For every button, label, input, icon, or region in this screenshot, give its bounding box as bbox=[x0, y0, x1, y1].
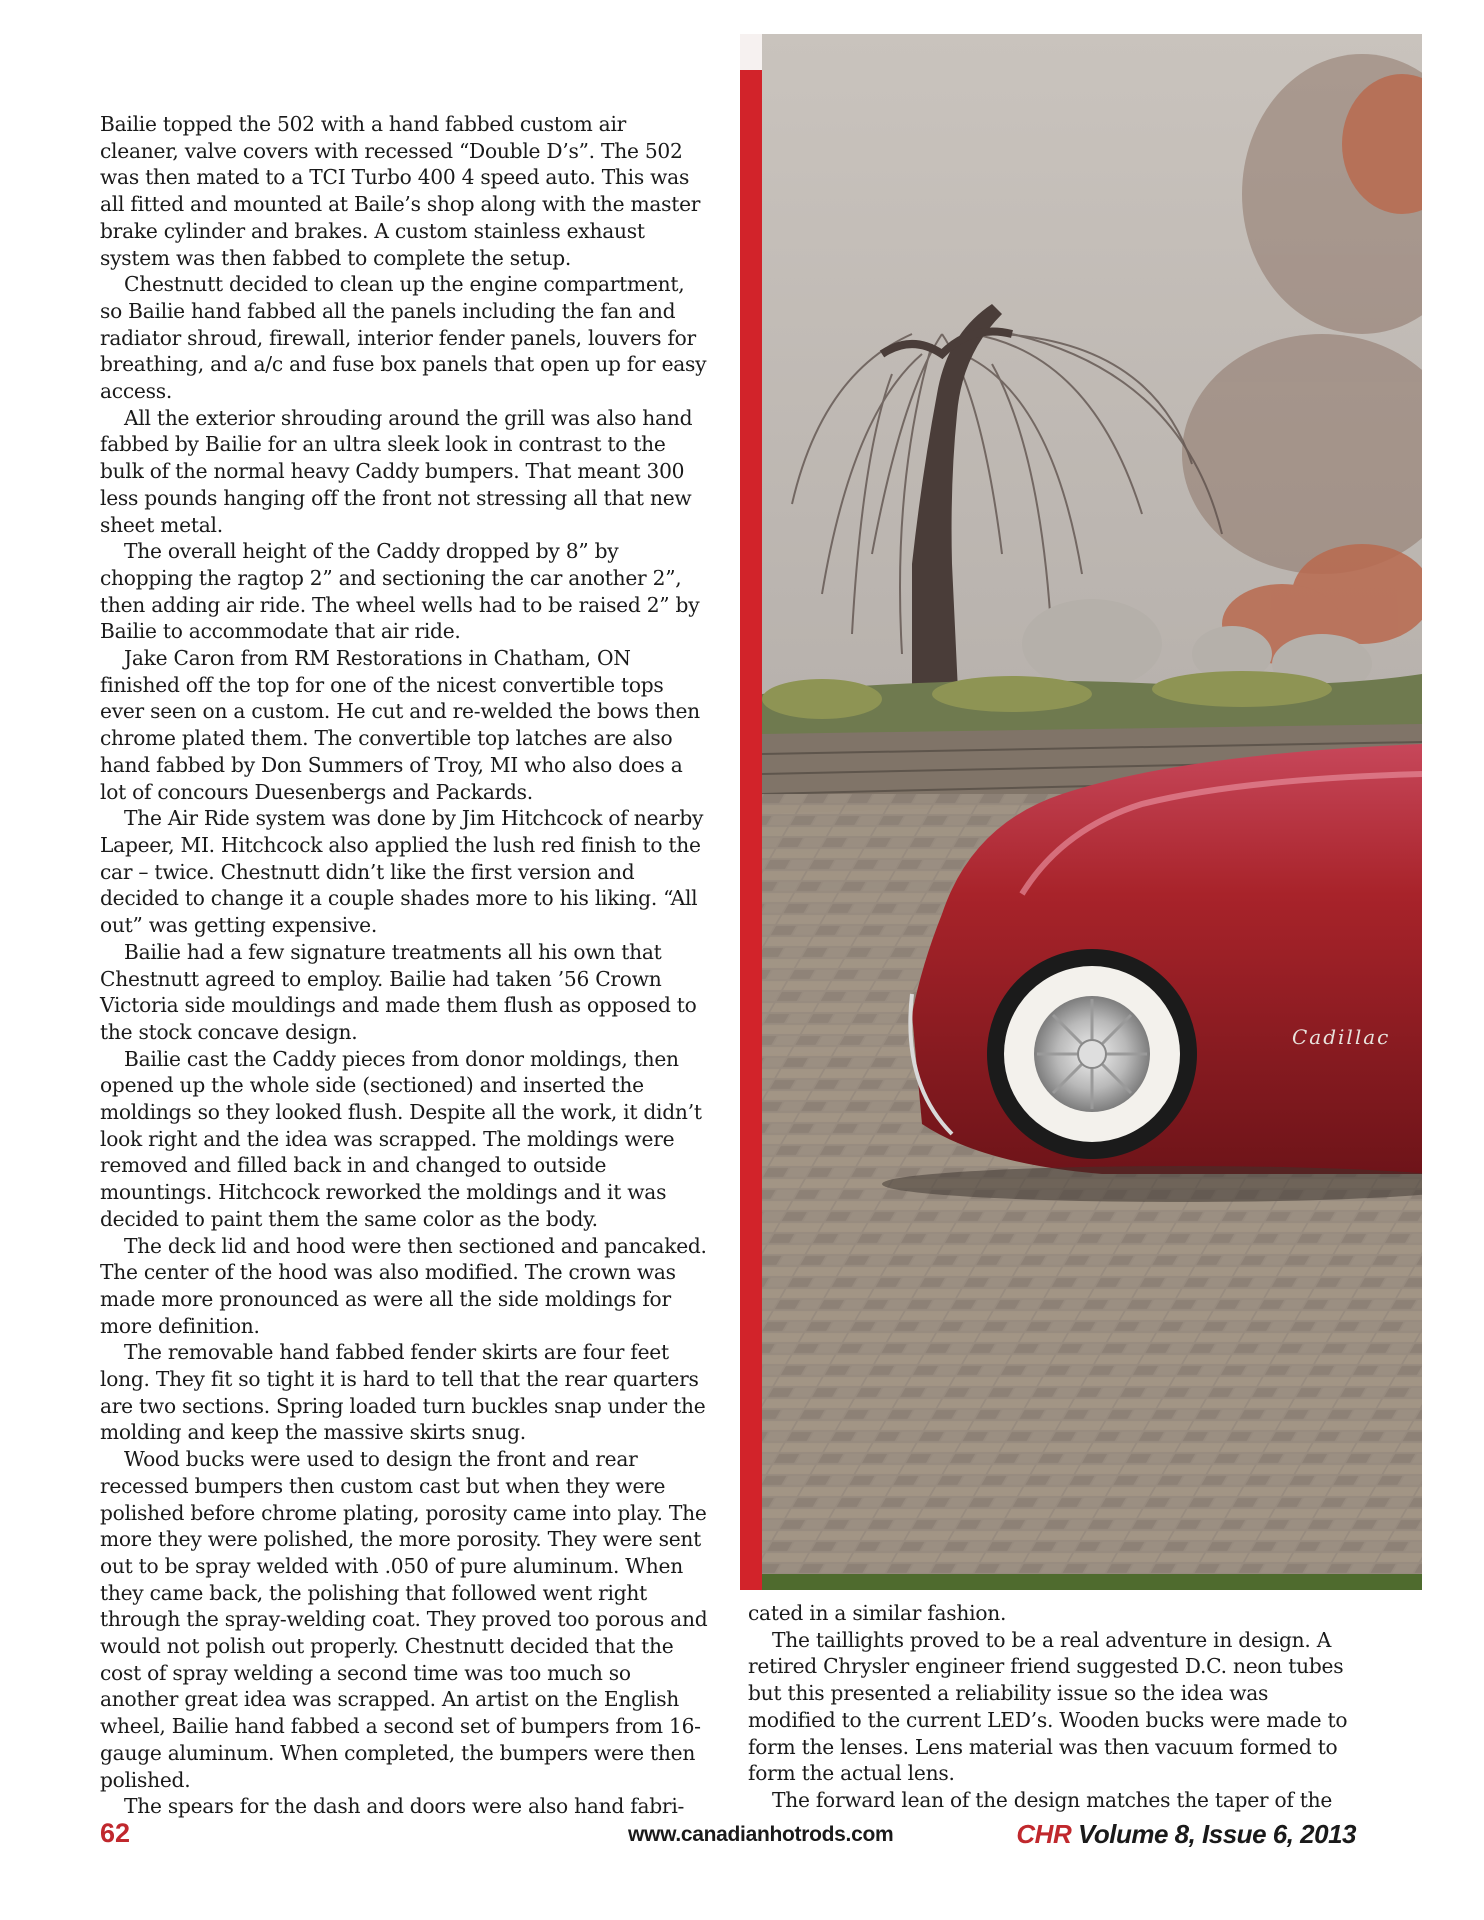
fender-script: Cadillac bbox=[1292, 1025, 1391, 1049]
paragraph: Jake Caron from RM Restorations in Chatham, ON finished off the top for one of the nicest convertible tops ever seen on a custom. He cut and re-welded the bows then chrome plated them. The convertible top latches are also hand fabbed by Don Summers of Troy, MI who also does a lot of concours Duesenbergs and Packards. bbox=[100, 646, 700, 804]
paragraph: All the exterior shrouding around the grill was also hand fabbed by Bailie for an ultra sleek look in contrast to the bulk of the normal heavy Caddy bumpers. That meant 300 less pounds hanging off the front not stressing all that new sheet metal. bbox=[100, 405, 693, 537]
paragraph: Bailie cast the Caddy pieces from donor moldings, then opened up the whole side (sectioned) and inserted the moldings so they looked flush. Despite all the work, it didn’t look right and the idea was scrapped. The moldings were removed and filled back in and changed to outside mountings. Hitchcock reworked the moldings and it was decided to paint them the same color as the body. bbox=[100, 1046, 702, 1231]
page-number: 62 bbox=[100, 1818, 131, 1848]
paragraph: Chestnutt decided to clean up the engine compartment, so Bailie hand fabbed all the panels including the fan and radiator shroud, firewall, interior fender panels, louvers for breathing, and a/c and fuse box panels that open up for easy access. bbox=[100, 272, 707, 404]
article-left-column bbox=[100, 111, 710, 1820]
paragraph: Bailie topped the 502 with a hand fabbed custom air cleaner, valve covers with recessed “Double D’s”. The 502 was then mated to a TCI Turbo 400 4 speed auto. This was all fitted and mounted at Baile’s shop along with the master brake cylinder and brakes. A custom stainless exhaust system was then fabbed to complete the setup. bbox=[100, 112, 701, 270]
paragraph: cated in a similar fashion. bbox=[748, 1601, 1007, 1625]
paragraph: Wood bucks were used to design the front and rear recessed bumpers then custom cast but when they were polished before chrome plating, porosity came into play. The more they were polished, the more porosity. They were sent out to be spray welded with .050 of pure aluminum. When they came back, the polishing that followed went right through the spray-welding coat. They proved too porous and would not polish out properly. Chestnutt decided that the cost of spray welding a second time was too much so another great idea was scrapped. An artist on the English wheel, Bailie hand fabbed a second set of bumpers from 16-gauge aluminum. When completed, the bumpers were then polished. bbox=[100, 1447, 708, 1792]
paragraph: The deck lid and hood were then sectioned and pancaked. The center of the hood was also modified. The crown was made more pronounced as were all the side moldings for more definition. bbox=[100, 1233, 707, 1338]
paragraph: The taillights proved to be a real adventure in design. A retired Chrysler engineer friend suggested D.C. neon tubes but this presented a reliability issue so the idea was modified to the current LED’s. Wooden bucks were made to form the lenses. Lens material was then vacuum formed to form the actual lens. bbox=[748, 1627, 1348, 1786]
article-right-column bbox=[748, 1600, 1358, 1814]
paragraph: Bailie had a few signature treatments all his own that Chestnutt agreed to employ. Bailie had taken ’56 Crown Victoria side mouldings and made them flush as opposed to the stock concave design. bbox=[100, 939, 697, 1044]
paragraph: The removable hand fabbed fender skirts are four feet long. They fit so tight it is hard to tell that the rear quarters are two sections. Spring loaded turn buckles snap under the molding and keep the massive skirts snug. bbox=[100, 1340, 706, 1445]
paragraph: The forward lean of the design matches the taper of the bbox=[772, 1787, 1333, 1812]
website-url: www.canadianhotrods.com bbox=[628, 1823, 894, 1846]
magazine-name: CHR bbox=[1016, 1819, 1072, 1849]
feature-photo bbox=[762, 34, 1422, 1590]
paragraph: The Air Ride system was done by Jim Hitchcock of nearby Lapeer, MI. Hitchcock also applied the lush red finish to the car – twice. Chestnutt didn’t like the first version and decided to change it a couple shades more to his liking. “All out” was getting expensive. bbox=[100, 806, 704, 938]
issue-info bbox=[1016, 1819, 1356, 1850]
page-footer bbox=[0, 1818, 1484, 1858]
paragraph: The spears for the dash and doors were also hand fabri- bbox=[124, 1794, 685, 1819]
accent-red-bar bbox=[740, 70, 762, 1590]
paragraph: The overall height of the Caddy dropped by 8” by chopping the ragtop 2” and sectioning the car another 2”, then adding air ride. The wheel wells had to be raised 2” by Bailie to accommodate that air ride. bbox=[100, 539, 700, 644]
issue-volume: Volume 8, Issue 6, 2013 bbox=[1077, 1819, 1356, 1849]
